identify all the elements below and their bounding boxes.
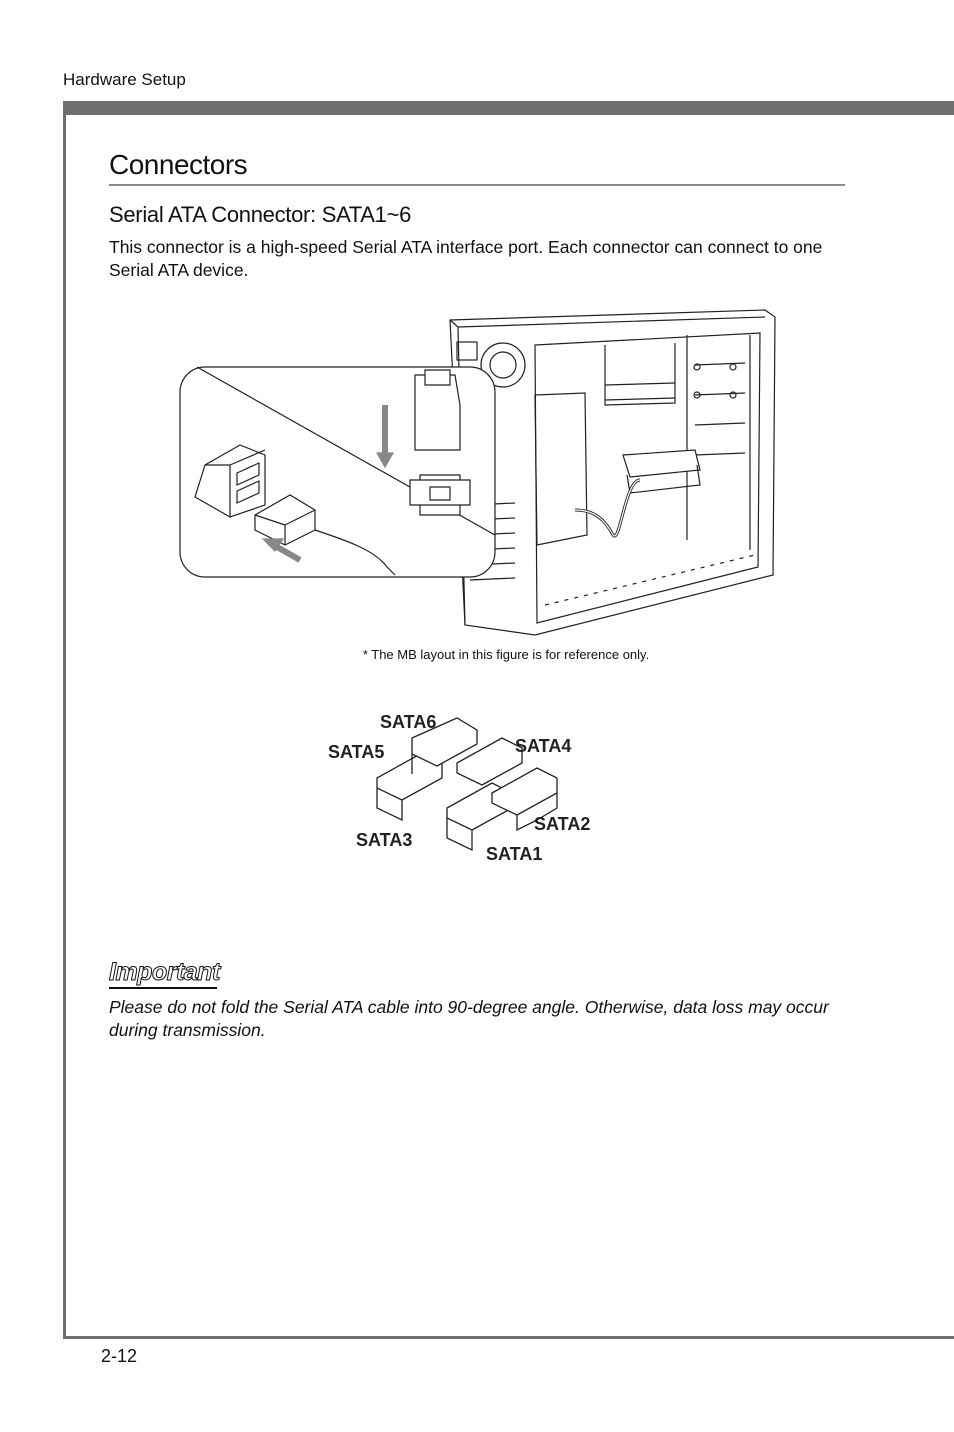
important-heading: Important bbox=[109, 958, 220, 986]
section-underline bbox=[109, 184, 845, 186]
sata1-label: SATA1 bbox=[486, 844, 543, 864]
running-header: Hardware Setup bbox=[63, 70, 186, 89]
sata-ports-diagram bbox=[322, 708, 612, 873]
sata3-label: SATA3 bbox=[356, 830, 413, 850]
sata6-label: SATA6 bbox=[380, 712, 437, 732]
left-rule bbox=[63, 101, 66, 1339]
bottom-rule bbox=[63, 1336, 954, 1339]
top-bar bbox=[63, 101, 954, 115]
section-title: Connectors bbox=[109, 149, 248, 180]
page-number: 2-12 bbox=[101, 1346, 138, 1366]
important-text: Please do not fold the Serial ATA cable into 90-degree angle. Otherwise, data loss may occur during transmission. bbox=[109, 997, 829, 1040]
sata4-label: SATA4 bbox=[515, 736, 572, 756]
case-install-illustration bbox=[175, 305, 780, 640]
important-underline bbox=[109, 987, 217, 989]
sub-title: Serial ATA Connector: SATA1~6 bbox=[109, 202, 412, 227]
body-text: This connector is a high-speed Serial ATA interface port. Each connector can connect to one Serial ATA device. bbox=[109, 237, 823, 280]
sata2-label: SATA2 bbox=[534, 814, 591, 834]
zoom-callout bbox=[180, 367, 495, 577]
pc-case bbox=[450, 310, 775, 635]
sata5-label: SATA5 bbox=[328, 742, 385, 762]
figure-caption: * The MB layout in this figure is for reference only. bbox=[362, 647, 650, 662]
